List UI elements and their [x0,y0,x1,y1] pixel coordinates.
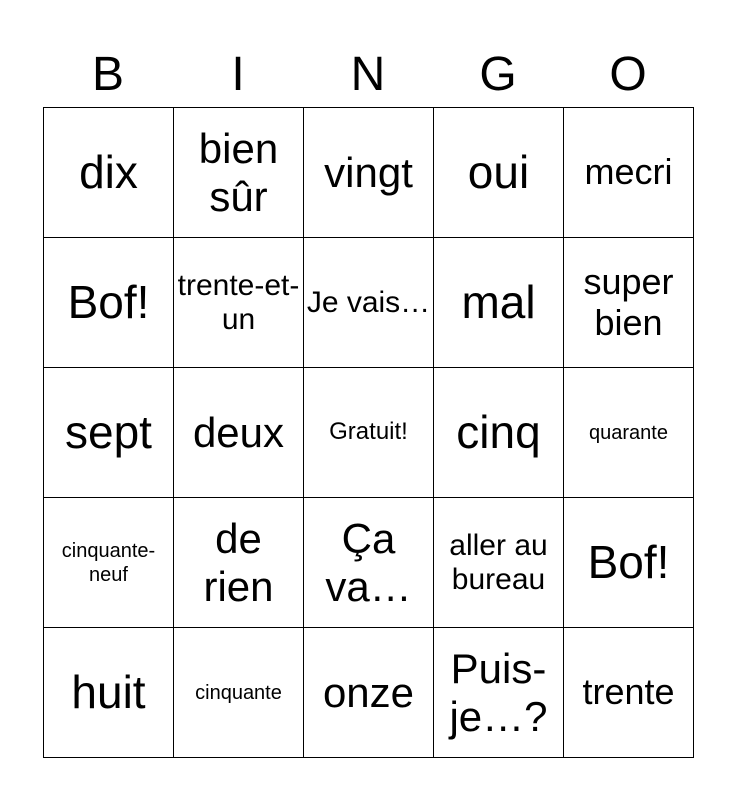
bingo-cell[interactable]: bien sûr [174,108,304,238]
bingo-cell[interactable]: Bof! [44,238,174,368]
bingo-cell[interactable]: cinquante [174,628,304,758]
bingo-cell[interactable]: Je vais… [304,238,434,368]
header-letter-b: B [91,48,124,101]
header-letter-i: I [231,48,245,101]
bingo-cell[interactable]: trente-et-un [174,238,304,368]
bingo-cell[interactable]: Puis-je…? [434,628,564,758]
bingo-card-grid [43,107,694,758]
bingo-cell[interactable]: Bof! [564,498,694,628]
header-letter-g: G [479,48,517,101]
bingo-cell[interactable]: huit [44,628,174,758]
bingo-cell[interactable]: cinquante-neuf [44,498,174,628]
bingo-cell[interactable]: cinq [434,368,564,498]
bingo-cell[interactable]: quarante [564,368,694,498]
bingo-cell[interactable]: oui [434,108,564,238]
bingo-cell[interactable]: aller au bureau [434,498,564,628]
bingo-cell[interactable]: super bien [564,238,694,368]
bingo-cell-free[interactable]: Gratuit! [304,368,434,498]
header-letter-n: N [350,48,386,101]
bingo-cell[interactable]: dix [44,108,174,238]
bingo-cell[interactable]: vingt [304,108,434,238]
bingo-cell[interactable]: sept [44,368,174,498]
bingo-cell[interactable]: onze [304,628,434,758]
bingo-header [43,44,693,106]
bingo-cell[interactable]: mecri [564,108,694,238]
header-letter-o: O [609,48,647,101]
bingo-cell[interactable]: Ça va… [304,498,434,628]
bingo-cell[interactable]: de rien [174,498,304,628]
bingo-cell[interactable]: mal [434,238,564,368]
bingo-cell[interactable]: trente [564,628,694,758]
bingo-cell[interactable]: deux [174,368,304,498]
